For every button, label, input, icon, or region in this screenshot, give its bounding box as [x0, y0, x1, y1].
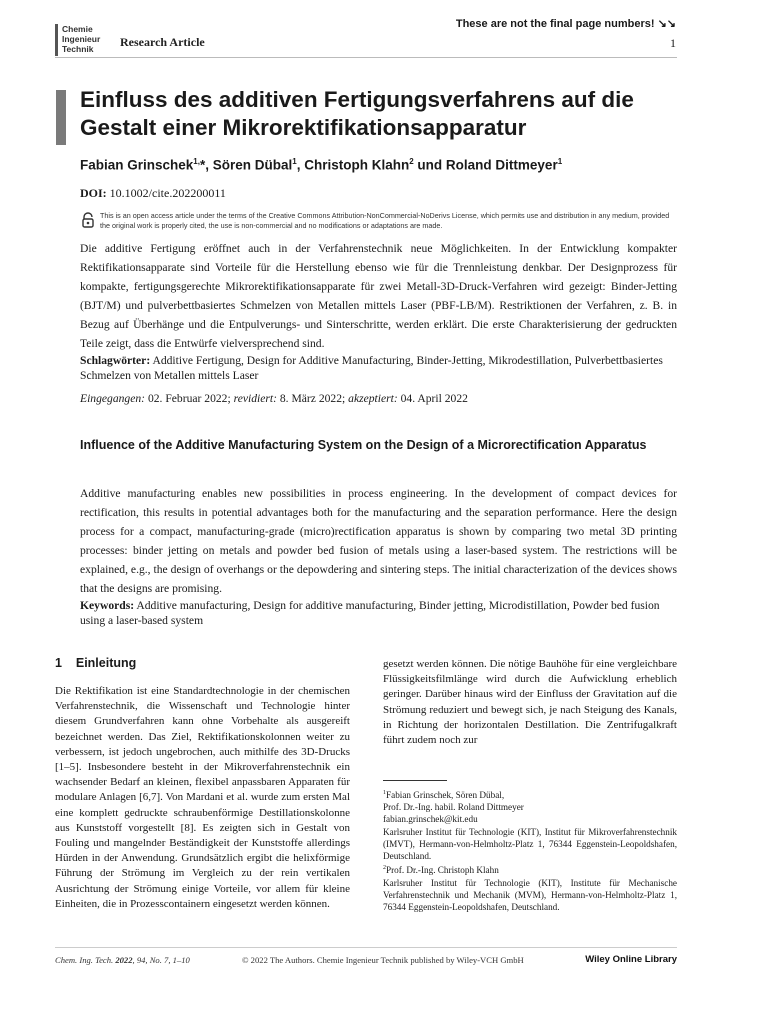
- footnotes: [383, 787, 677, 913]
- footnote-1-name: Fabian Grinschek, Sören Dübal,: [386, 790, 505, 801]
- accepted-label: akzeptiert:: [348, 392, 398, 405]
- author-name: Christoph Klahn: [304, 157, 410, 173]
- logo-line-1: Chemie: [62, 24, 93, 34]
- logo-line-2: Ingenieur: [62, 34, 101, 44]
- doi-line: [80, 186, 226, 201]
- keywords-german: [80, 353, 677, 383]
- open-access-notice: This is an open access article under the terms of the Creative Commons Attribution-NonCommercial-NoDerivs License, which permits use and distribution in any medium, provided the original work is properly cited, the use is non-commercial and no modifications or adaptations are made.: [100, 211, 670, 230]
- footer-copyright: © 2022 The Authors. Chemie Ingenieur Technik published by Wiley-VCH GmbH: [242, 955, 524, 965]
- received-label: Eingegangen:: [80, 392, 146, 405]
- footnote-1-email[interactable]: fabian.grinschek@kit.edu: [383, 814, 478, 825]
- not-final-notice: These are not the final page numbers! ↘↘: [455, 18, 676, 30]
- abstract-german: Die additive Fertigung eröffnet auch in der Verfahrenstechnik neue Möglichkeiten. In der Entwicklung kompakter Rektifikationsapparate sind Vorteile für die Herstellung ebenso wie für die Trennleistung denkbar. Der Designprozess für kompakte, fertigungsgerechte Mikrorektifikationsapparate für zwei Metall-3D-Druck-Verfahren wird gezeigt: Binder-Jetting (BJT/M) und pulverbettbasiertes Schmelzen von Metallen mittels Laser (PBF-LB/M). Restriktionen der Verfahren, z. B. in Bezug auf Überhänge und die Entpulverungs- und Sinterschritte, werden erklärt. Die erste Charakterisierung der gedruckten Teile zeigt, dass die Entwürfe vielversprechend sind.: [80, 242, 677, 350]
- body-column-left: Die Rektifikation ist eine Standardtechnologie in der chemischen Verfahrenstechnik, die Wissenschaft und Technologie hinter diesem Grundverfahren kann ohne Vorbehalte als ausgereift bezeichnet werden. Das Ziel, Rektifikationskolonnen weiter zu verbessern, ist jedoch ungebrochen, auch mithilfe des 3D-Drucks [1–5]. Insbesondere besteht in der Mikroverfahrenstechnik ein wachsender Bedarf an kleinen, flexibel anpassbaren Apparaten für modulare Anlagen [6,7]. Von Mardani et al. wurde zum ersten Mal eine komplett gedruckte schraubenförmige Destillationskolonne aus Kunststoff vorgestellt [8]. Es zeigten sich in Gestalt von Fouling und mangelnder Beständigkeit der Kunststoffe allerdings Hürden in der Anwendung. Grundsätzlich ergibt die helixförmige Führung der Strömung im Vergleich zu der rein vertikalen Ausrichtung der Strömung einige Vorteile, vor allem für kleine Einheiten, die in Prozesscontainern eingesetzt werden können.: [55, 685, 350, 910]
- body-column-right: gesetzt werden können. Die nötige Bauhöhe für eine vergleichbare Flüssigkeitsfilmlänge wird durch die Aufwicklung erheblich geringer. Darüber hinaus wird der Einfluss der Gravitation auf die Strömung reduziert und bewegt sich, je nach Steigung des Kanals, in Richtung der horizontalen Destillation. Die Zentrifugalkraft führt zudem noch zur: [383, 658, 677, 747]
- author-affiliation: 1,: [193, 157, 200, 166]
- author-separator: ,: [296, 157, 305, 173]
- section-heading: [55, 656, 136, 670]
- footnote-1-name2: Prof. Dr.-Ing. habil. Roland Dittmeyer: [383, 802, 524, 813]
- abstract-english: Additive manufacturing enables new possibilities in process engineering. In the development of compact devices for rectification, this results in potential advantages both for the manufacturing and the separation performance. Here the design process for a compact, manufacturing-grade (micro)rectification apparatus is shown by comparing two metal 3D printing processes: binder jetting on metals and powder bed fusion of metals using a laser-based system. The restrictions will be explained, e.g., the design of overhangs or the depowdering and sintering steps. The initial characterization of the devices shows that the designs are promising.: [80, 487, 677, 595]
- page-number: 1: [670, 36, 676, 50]
- footnote-marker: 2: [383, 865, 386, 872]
- accepted-date: 04. April 2022: [397, 392, 468, 405]
- section-title: Einleitung: [75, 656, 137, 670]
- footnote-2-address: Karlsruher Institut für Technologie (KIT), Institute für Mechanische Verfahrenstechnik und Mechanik (MVM), Hermann-von-Helmholtz-Platz 1, 76344 Eggenstein-Leopoldshafen, Deutschland.: [383, 877, 677, 912]
- publisher-link[interactable]: Wiley Online Library: [585, 954, 677, 965]
- received-dates: [80, 391, 677, 406]
- footnote-marker: 1: [383, 790, 386, 796]
- article-title: Einfluss des additiven Fertigungsverfahrens auf die Gestalt einer Mikrorektifikationsapparatur: [80, 87, 634, 140]
- english-title: Influence of the Additive Manufacturing System on the Design of a Microrectification Apparatus: [80, 438, 647, 452]
- open-access-icon: [80, 212, 96, 228]
- citation-journal: Chem. Ing. Tech.: [55, 955, 114, 965]
- title-accent-bar: [56, 90, 66, 145]
- section-number: 1: [55, 656, 62, 670]
- keywords-text: Additive manufacturing, Design for additive manufacturing, Binder jetting, Microdistillation, Powder bed fusion using a laser-based system: [80, 599, 660, 627]
- footer-divider: [55, 947, 677, 948]
- doi-label: DOI:: [80, 186, 107, 200]
- citation-volume: , 94: [132, 955, 146, 965]
- article-type: Research Article: [120, 35, 205, 49]
- footnote-1-names: [383, 787, 677, 801]
- received-date: 02. Februar 2022;: [145, 392, 234, 405]
- footnote-2-names: [383, 862, 677, 876]
- keywords-label: Keywords:: [80, 599, 135, 612]
- author-separator: und: [413, 157, 446, 173]
- revised-label: revidiert:: [233, 392, 277, 405]
- logo-bar: [55, 24, 58, 56]
- author-affiliation: 1: [292, 157, 297, 166]
- author-affiliation: 2: [409, 157, 414, 166]
- author-name: Fabian Grinschek: [80, 157, 194, 173]
- author-name: Roland Dittmeyer: [445, 157, 558, 173]
- author-name: Sören Dübal: [212, 157, 293, 173]
- footer-citation: [55, 955, 190, 965]
- author-affiliation: 1: [557, 157, 563, 166]
- author-separator: *,: [199, 157, 213, 173]
- revised-date: 8. März 2022;: [276, 392, 349, 405]
- citation-year: 2022: [113, 955, 133, 965]
- keywords-english: [80, 598, 677, 628]
- keywords-label: Schlagwörter:: [80, 354, 151, 367]
- logo-line-3: Technik: [62, 44, 94, 54]
- journal-logo: [62, 24, 100, 54]
- footnote-2-name: Prof. Dr.-Ing. Christoph Klahn: [386, 865, 499, 876]
- keywords-text: Additive Fertigung, Design for Additive Manufacturing, Binder-Jetting, Mikrodestillation, Pulverbettbasiertes Schmelzen von Metallen mittels Laser: [80, 354, 663, 382]
- citation-issue: , No. 7, 1–10: [145, 955, 190, 965]
- footnote-divider: [383, 780, 447, 781]
- author-list: [80, 157, 562, 173]
- header-divider: [55, 57, 677, 58]
- doi-link[interactable]: 10.1002/cite.202200011: [109, 186, 226, 200]
- footnote-1-address: Karlsruher Institut für Technologie (KIT), Institut für Mikroverfahrenstechnik (IMVT), Hermann-von-Helmholtz-Platz 1, 76344 Eggenstein-Leopoldshafen, Deutschland.: [383, 826, 677, 862]
